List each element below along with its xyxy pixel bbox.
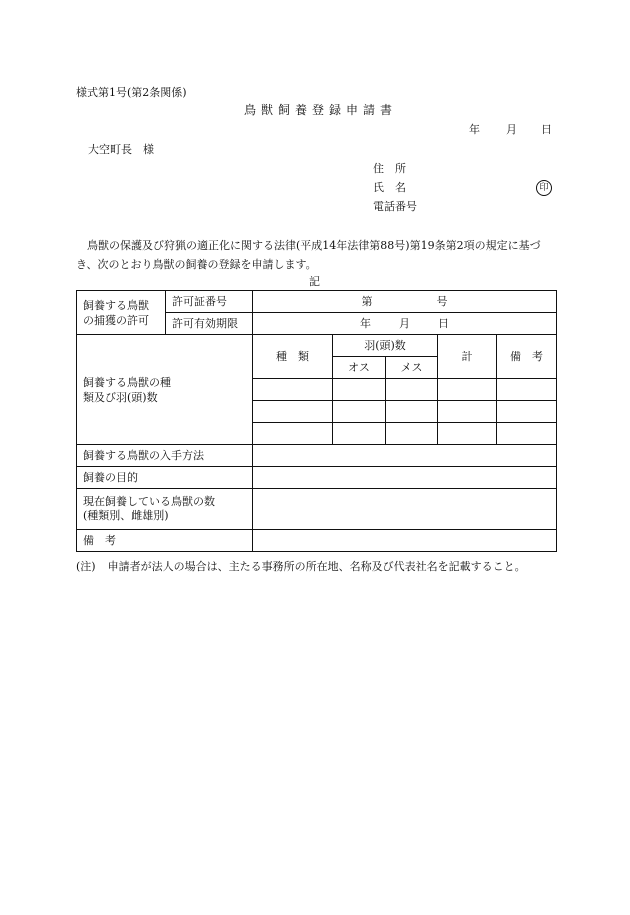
date-month: 月 (506, 123, 517, 136)
purpose-label: 飼養の目的 (77, 467, 253, 489)
total-cell[interactable] (438, 423, 497, 445)
male-cell[interactable] (333, 423, 386, 445)
date-day: 日 (541, 123, 552, 136)
body-text: 鳥獣の保護及び狩猟の適正化に関する法律(平成14年法律第88号)第19条第2項の規定に基づき、次のとおり鳥獣の飼養の登録を申請します。 (76, 239, 541, 271)
col-count-header: 羽(頭)数 (333, 335, 438, 357)
male-cell[interactable] (333, 401, 386, 423)
address-label: 住 所 (373, 162, 406, 175)
permit-number-suffix: 号 (436, 294, 448, 308)
remarks-cell[interactable] (497, 379, 557, 401)
capture-permit-label: 飼養する鳥獣の捕獲の許可 (77, 291, 166, 335)
purpose-field[interactable] (253, 467, 557, 489)
permit-number-label: 許可証番号 (166, 291, 253, 313)
species-cell[interactable] (253, 379, 333, 401)
remarks-cell[interactable] (497, 423, 557, 445)
remarks-label: 備 考 (77, 530, 253, 552)
registration-table (76, 290, 557, 552)
date-year: 年 (469, 123, 480, 136)
female-cell[interactable] (386, 423, 438, 445)
ki-label: 記 (309, 275, 320, 288)
phone-label: 電話番号 (373, 200, 417, 213)
species-count-label: 飼養する鳥獣の種類及び羽(頭)数 (77, 335, 253, 445)
addressee: 大空町長 様 (88, 143, 154, 156)
period-day: 日 (438, 316, 449, 330)
period-month: 月 (399, 316, 410, 330)
current-count-label-line2: (種類別、雌雄別) (83, 509, 169, 522)
col-female-header: メス (386, 357, 438, 379)
female-cell[interactable] (386, 401, 438, 423)
current-count-field[interactable] (253, 489, 557, 530)
remarks-cell[interactable] (497, 401, 557, 423)
permit-period-label: 許可有効期限 (166, 313, 253, 335)
name-label: 氏 名 (373, 181, 406, 194)
col-species-header: 種 類 (253, 335, 333, 379)
permit-number-field[interactable] (253, 291, 557, 313)
period-year: 年 (360, 316, 371, 330)
permit-number-prefix: 第 (361, 294, 373, 308)
species-cell[interactable] (253, 401, 333, 423)
acquisition-method-label: 飼養する鳥獣の入手方法 (77, 445, 253, 467)
col-male-header: オス (333, 357, 386, 379)
acquisition-method-field[interactable] (253, 445, 557, 467)
current-count-label-line1: 現在飼養している鳥獣の数 (83, 495, 215, 508)
col-total-header: 計 (438, 335, 497, 379)
col-remarks-header: 備 考 (497, 335, 557, 379)
remarks-field[interactable] (253, 530, 557, 552)
species-cell[interactable] (253, 423, 333, 445)
current-count-label (77, 489, 253, 530)
total-cell[interactable] (438, 379, 497, 401)
male-cell[interactable] (333, 379, 386, 401)
footnote (76, 558, 556, 574)
permit-period-field[interactable] (253, 313, 557, 335)
female-cell[interactable] (386, 379, 438, 401)
footnote-text: 申請者が法人の場合は、主たる事務所の所在地、名称及び代表社名を記載すること。 (107, 560, 526, 573)
footnote-label: (注) (76, 560, 96, 573)
total-cell[interactable] (438, 401, 497, 423)
document-title: 鳥獣飼養登録申請書 (244, 103, 398, 117)
seal-mark: 印 (536, 180, 552, 196)
form-number: 様式第1号(第2条関係) (76, 86, 187, 99)
